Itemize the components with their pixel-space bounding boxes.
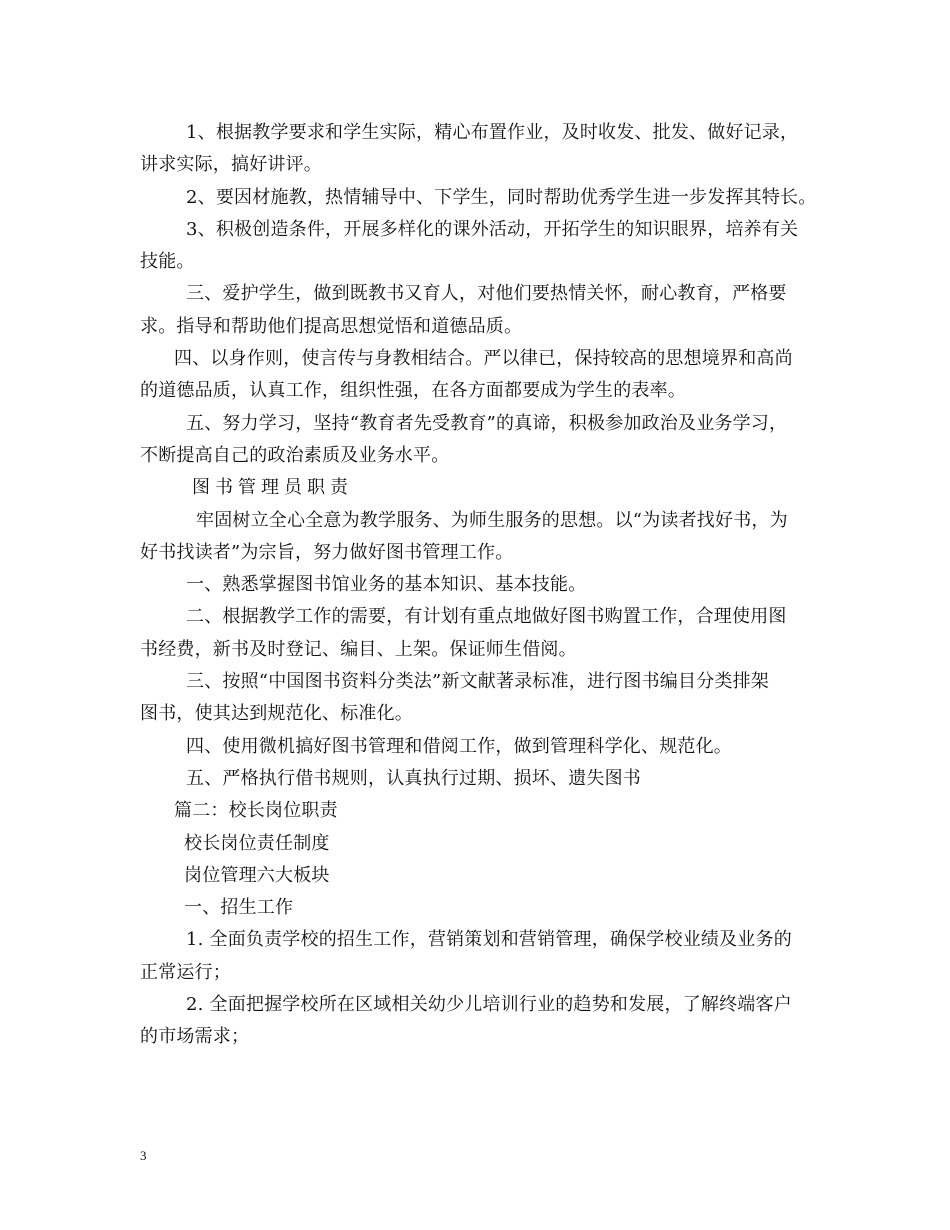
- paragraph-line: 三、按照“中国图书资料分类法”新文献著录标准，进行图书编目分类排架: [186, 671, 770, 693]
- paragraph-line: 三、爱护学生，做到既教书又育人，对他们要热情关怀，耐心教育，严格要: [186, 283, 787, 305]
- paragraph-line: 正常运行；: [140, 961, 231, 983]
- section-heading: 校长岗位责任制度: [184, 832, 330, 854]
- paragraph-line: 不断提高自己的政治素质及业务水平。: [140, 444, 450, 466]
- paragraph-line: 技能。: [140, 251, 195, 273]
- paragraph-line: 求。指导和帮助他们提高思想觉悟和道德品质。: [140, 315, 523, 337]
- section-heading: 篇二：校长岗位职责: [174, 800, 338, 822]
- page-number: 3: [140, 1148, 147, 1163]
- paragraph-line: 好书找读者”为宗旨，努力做好图书管理工作。: [140, 541, 514, 563]
- paragraph-line: 四、使用微机搞好图书管理和借阅工作，做到管理科学化、规范化。: [186, 735, 732, 757]
- paragraph-line: 3、积极创造条件，开展多样化的课外活动，开拓学生的知识眼界，培养有关: [186, 218, 799, 240]
- paragraph-line: 牢固树立全心全意为教学服务、为师生服务的思想。以“为读者找好书，为: [196, 509, 788, 531]
- paragraph-line: 二、根据教学工作的需要，有计划有重点地做好图书购置工作，合理使用图: [186, 606, 787, 628]
- paragraph-line: 1. 全面负责学校的招生工作，营销策划和营销管理，确保学校业绩及业务的: [186, 929, 792, 951]
- paragraph-line: 讲求实际，搞好讲评。: [140, 154, 322, 176]
- document-body: [140, 117, 820, 1054]
- paragraph-line: 一、熟悉掌握图书馆业务的基本知识、基本技能。: [186, 574, 587, 596]
- paragraph-line: 五、努力学习，坚持“教育者先受教育”的真谛，积极参加政治及业务学习，: [186, 412, 788, 434]
- paragraph-line: 的市场需求；: [140, 1026, 250, 1048]
- paragraph-line: 的道德品质，认真工作，组织性强，在各方面都要成为学生的表率。: [140, 380, 686, 402]
- paragraph-line: 书经费，新书及时登记、编目、上架。保证师生借阅。: [140, 638, 577, 660]
- section-heading: 岗位管理六大板块: [184, 864, 330, 886]
- paragraph-line: 2、要因材施教，热情辅导中、下学生，同时帮助优秀学生进一步发挥其特长。: [186, 186, 817, 208]
- paragraph-line: 图书，使其达到规范化、标准化。: [140, 703, 413, 725]
- section-heading: 图书管理员职责: [192, 477, 353, 499]
- paragraph-line: 四、以身作则，使言传与身教相结合。严以律已，保持较高的思想境界和高尚: [174, 348, 793, 370]
- paragraph-line: 2. 全面把握学校所在区域相关幼少儿培训行业的趋势和发展，了解终端客户: [186, 994, 792, 1016]
- paragraph-line: 1、根据教学要求和学生实际，精心布置作业，及时收发、批发、做好记录，: [186, 122, 799, 143]
- section-heading: 一、招生工作: [184, 897, 294, 919]
- paragraph-line: 五、严格执行借书规则，认真执行过期、损坏、遗失图书: [186, 767, 641, 789]
